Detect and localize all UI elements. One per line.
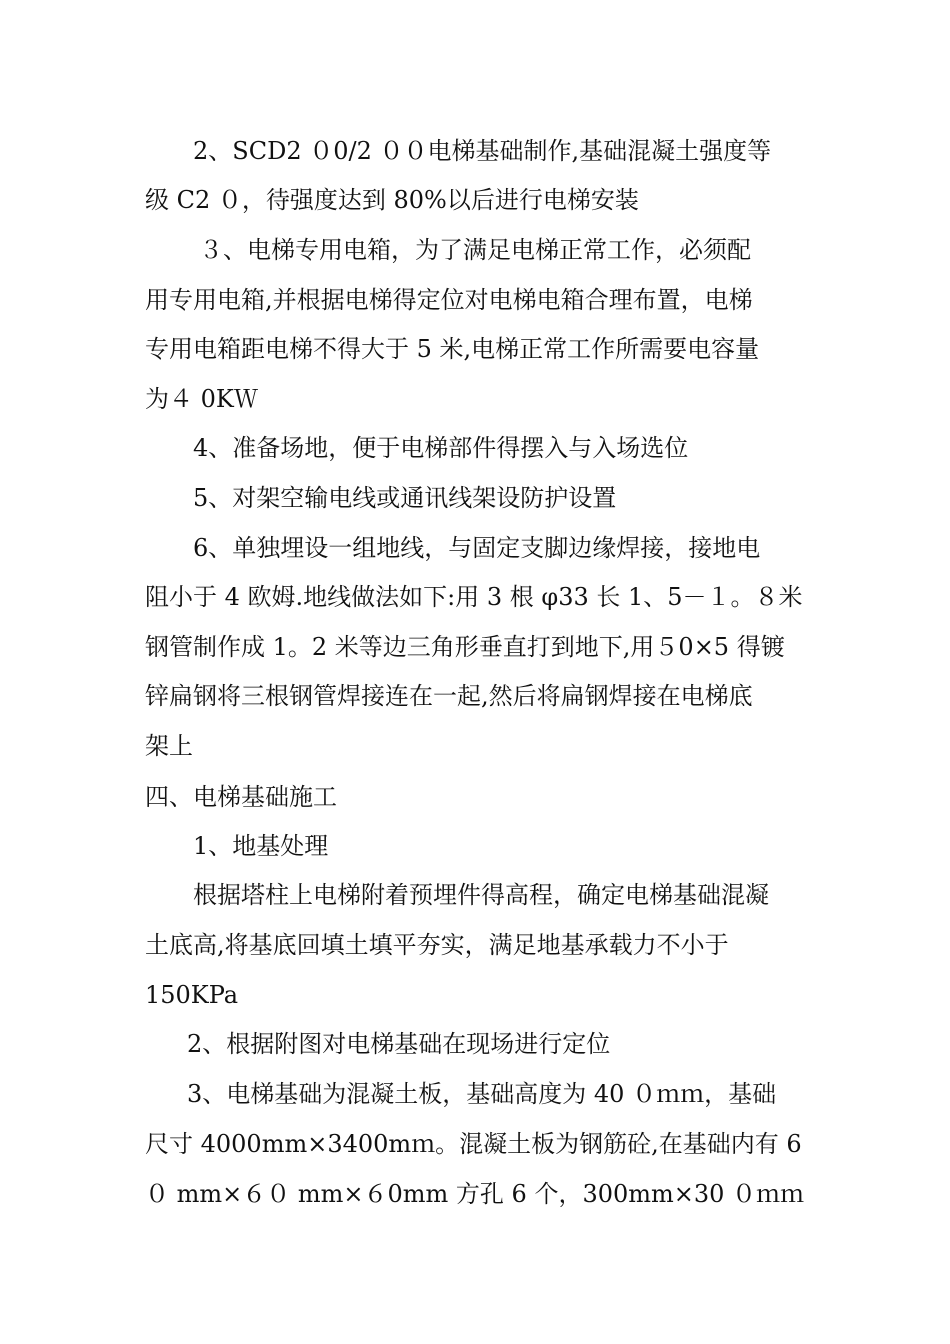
text-line-8: 5、对架空输电线或通讯线架设防护设置 (193, 484, 617, 512)
text-line-3: ３、电梯专用电箱，为了满足电梯正常工作，必须配 (199, 236, 751, 264)
text-line-4: 用专用电箱,并根据电梯得定位对电梯电箱合理布置，电梯 (145, 286, 753, 314)
text-line-2: 级 C2 ０，待强度达到 80%以后进行电梯安装 (145, 186, 639, 214)
text-line-10: 阻小于 4 欧姆.地线做法如下:用 3 根 φ33 长 1、5－１。８米 (145, 583, 803, 611)
text-line-17: 土底高,将基底回填土填平夯实，满足地基承载力不小于 (145, 931, 729, 959)
text-line-12: 锌扁钢将三根钢管焊接连在一起,然后将扁钢焊接在电梯底 (145, 682, 753, 710)
text-line-22: ０ mm×６０ mm×６0mm 方孔 6 个，300mm×30 ０ｍｍ (145, 1180, 805, 1208)
text-line-7: 4、准备场地，便于电梯部件得摆入与入场选位 (193, 434, 689, 462)
text-line-9: 6、单独埋设一组地线，与固定支脚边缘焊接，接地电 (193, 534, 761, 562)
text-line-21: 尺寸 4000mm×3400mｍ。混凝土板为钢筋砼,在基础内有 6 (145, 1130, 802, 1158)
text-line-5: 专用电箱距电梯不得大于 5 米,电梯正常工作所需要电容量 (145, 335, 760, 363)
text-line-20: 3、电梯基础为混凝土板，基础高度为 40 ０ｍｍ，基础 (187, 1080, 777, 1108)
text-line-16: 根据塔柱上电梯附着预埋件得高程，确定电梯基础混凝 (193, 881, 769, 909)
text-line-18: 150KPa (145, 981, 239, 1009)
subheading-foundation-treatment: 1、地基处理 (193, 832, 329, 860)
text-line-11: 钢管制作成 1。2 米等边三角形垂直打到地下,用５0×5 得镀 (145, 633, 785, 661)
text-line-19: 2、根据附图对电梯基础在现场进行定位 (187, 1030, 611, 1058)
text-line-13: 架上 (145, 732, 193, 760)
text-line-1: 2、SCD2 ０0/2 ００电梯基础制作,基础混凝土强度等 (193, 137, 772, 165)
text-line-6: 为４ 0KＷ (145, 385, 258, 413)
section-heading: 四、电梯基础施工 (145, 783, 337, 811)
